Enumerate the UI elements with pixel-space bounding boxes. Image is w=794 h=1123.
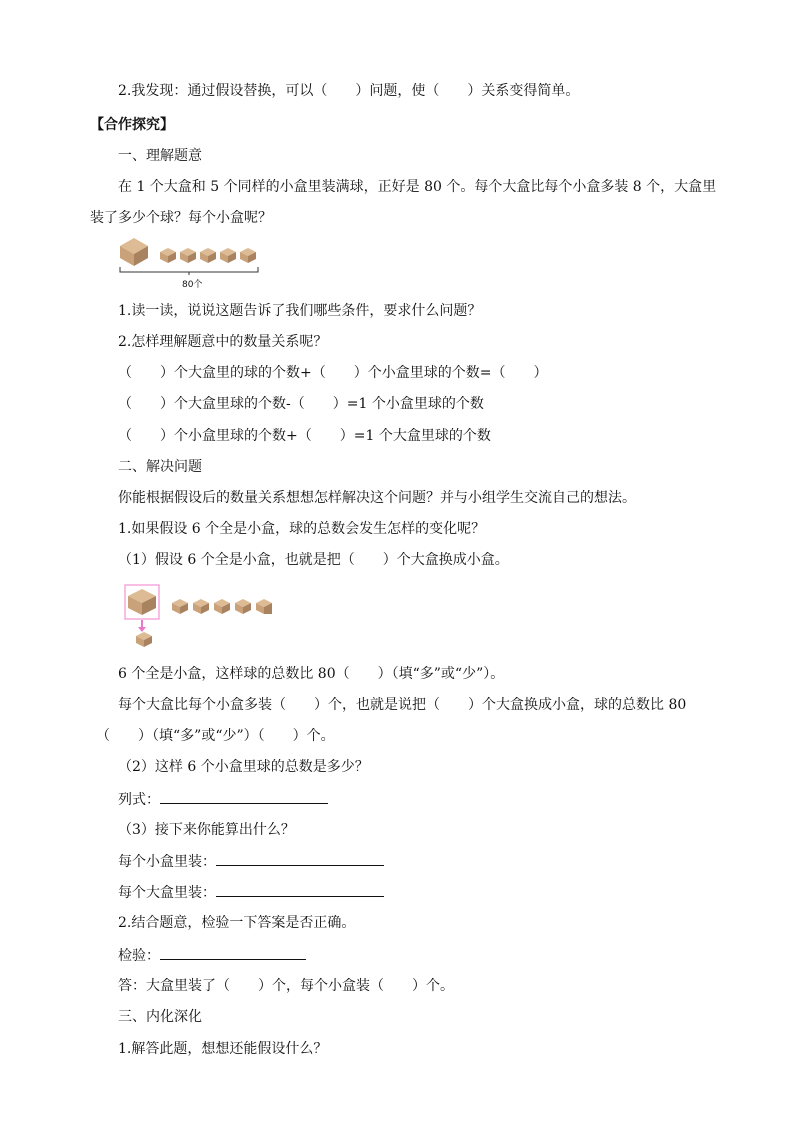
arrow-head-icon [138, 627, 146, 632]
step-1-sub-1: （1）假设 6 个全是小盒，也就是把（ ）个大盒换成小盒。 [118, 552, 509, 568]
answer-line: 答：大盒里装了（ ）个，每个小盒装（ ）个。 [118, 978, 454, 994]
step-2: 2.结合题意，检验一下答案是否正确。 [118, 915, 356, 931]
step-1-explain-1: 每个大盒比每个小盒多装（ ）个，也就是说把（ ）个大盒换成小盒，球的总数比 80 [118, 697, 687, 713]
formula-label: 列式： [118, 792, 160, 808]
solve-intro: 你能根据假设后的数量关系想想怎样解决这个问题？并与小组学生交流自己的想法。 [118, 490, 636, 506]
check-label: 检验： [118, 948, 160, 964]
section-heading-cooperate: 【合作探究】 [90, 117, 174, 133]
small-box-blank[interactable] [216, 851, 384, 866]
small-box-icon [200, 248, 216, 263]
small-box-answer-line [118, 851, 384, 871]
small-box-icon [235, 599, 251, 614]
step-1-compare: 6 个全是小盒，这样球的总数比 80（ ）（填“多”或“少”）。 [118, 666, 505, 682]
formula-line [118, 789, 328, 809]
deepen-question-1: 1.解答此题，想想还能假设什么？ [118, 1041, 328, 1057]
big-box-icon [120, 238, 148, 266]
problem-text-2: 装了多少个球？每个小盒呢？ [90, 210, 272, 226]
small-box-label: 每个小盒里装： [118, 854, 216, 870]
question-1: 1.读一读，说说这题告诉了我们哪些条件，要求什么问题？ [118, 303, 482, 319]
step-1-sub-2: （2）这样 6 个小盒里球的总数是多少？ [118, 759, 369, 775]
small-box-icon [220, 248, 236, 263]
question-2: 2.怎样理解题意中的数量关系呢？ [118, 334, 328, 350]
relation-1: （ ）个大盒里的球的个数+（ ）个小盒里球的个数=（ ） [118, 365, 548, 381]
small-box-icon [172, 599, 188, 614]
big-box-label: 每个大盒里装： [118, 885, 216, 901]
formula-blank[interactable] [160, 789, 328, 804]
small-box-icon [180, 248, 196, 263]
boxes-figure-2 [124, 584, 284, 650]
heading-deepen: 三、内化深化 [118, 1009, 202, 1025]
figure-caption: 80个 [182, 280, 203, 290]
small-box-icon [240, 248, 256, 263]
big-box-answer-line [118, 882, 384, 902]
small-box-icon [193, 599, 209, 614]
small-box-icon [136, 632, 152, 647]
small-box-icon [160, 248, 176, 263]
check-blank[interactable] [160, 945, 306, 960]
small-box-icon [214, 599, 230, 614]
brace-line [120, 267, 258, 272]
relation-3: （ ）个小盒里球的个数+（ ）=1 个大盒里球的个数 [118, 428, 491, 444]
small-box-icon [256, 599, 272, 614]
step-1-explain-2: （ ）（填“多”或“少”）（ ）个。 [96, 728, 335, 744]
check-line [118, 945, 306, 965]
heading-understand: 一、理解题意 [118, 148, 202, 164]
heading-solve: 二、解决问题 [118, 459, 202, 475]
problem-text-1: 在 1 个大盒和 5 个同样的小盒里装满球，正好是 80 个。每个大盒比每个小盒多装 8 个，大盒里 [118, 179, 717, 195]
step-1-sub-3: （3）接下来你能算出什么？ [118, 822, 295, 838]
big-box-blank[interactable] [216, 882, 384, 897]
relation-2: （ ）个大盒里球的个数-（ ）=1 个小盒里球的个数 [118, 396, 484, 412]
step-1: 1.如果假设 6 个全是小盒，球的总数会发生怎样的变化呢？ [118, 521, 486, 537]
finding-line: 2.我发现：通过假设替换，可以（ ）问题，使（ ）关系变得简单。 [118, 83, 580, 99]
